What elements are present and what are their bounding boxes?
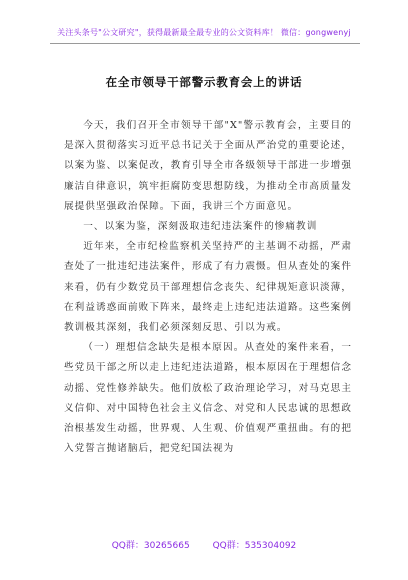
- document-title: 在全市领导干部警示教育会上的讲话: [105, 75, 303, 89]
- body-paragraph: 近年来，全市纪检监察机关坚持严的主基调不动摇，严肃查处了一批违纪违法案件，形成了有力震慑。但从查处的案件来看，仍有少数党员干部理想信念丧失、纪律规矩意识淡薄，在利益诱惑面前败下阵来，最终走上违纪违法道路。这些案例教训极其深刻，我们必须深刻反思、引以为戒。: [64, 241, 352, 334]
- body-paragraph: （一）理想信念缺失是根本原因。从查处的案件来看，一些党员干部之所以走上违纪违法道路，根本原因在于理想信念动摇、党性修养缺失。他们放松了政治理论学习，对马克思主义信仰、对中国特色社会主义信念、对党和人民忠诚的思想政治根基发生动摇，世界观、人生观、价值观严重扭曲。有的把入党誓言抛诸脑后，把党纪国法视为: [64, 342, 352, 455]
- intro-paragraph: 今天，我们召开全市领导干部"X"警示教育会，主要目的是深入贯彻落实习近平总书记关于全面从严治党的重要论述，以案为鉴、以案促改，教育引导全市各级领导干部进一步增强廉洁自律意识，筑牢拒腐防变思想防线，为推动全市高质量发展提供坚强政治保障。下面，我讲三个方面意见。: [64, 120, 352, 212]
- qq-label: QQ群：: [111, 541, 144, 551]
- footer-contact: [0, 538, 408, 551]
- qq-number: 535304092: [244, 541, 297, 551]
- qq-number: 30265665: [143, 541, 190, 551]
- footer-qq-group-1: [112, 541, 190, 551]
- document-body: [64, 116, 352, 459]
- qq-label: QQ群：: [212, 541, 245, 551]
- header-banner: 关注头条号"公文研究"，获得最新最全最专业的公文资料库！ 微信：gongwenyj: [57, 28, 351, 37]
- header-divider: [50, 43, 360, 44]
- section-heading-1: 一、以案为鉴，深刻汲取违纪违法案件的惨痛教训: [83, 221, 318, 233]
- footer-qq-group-2: [213, 541, 297, 551]
